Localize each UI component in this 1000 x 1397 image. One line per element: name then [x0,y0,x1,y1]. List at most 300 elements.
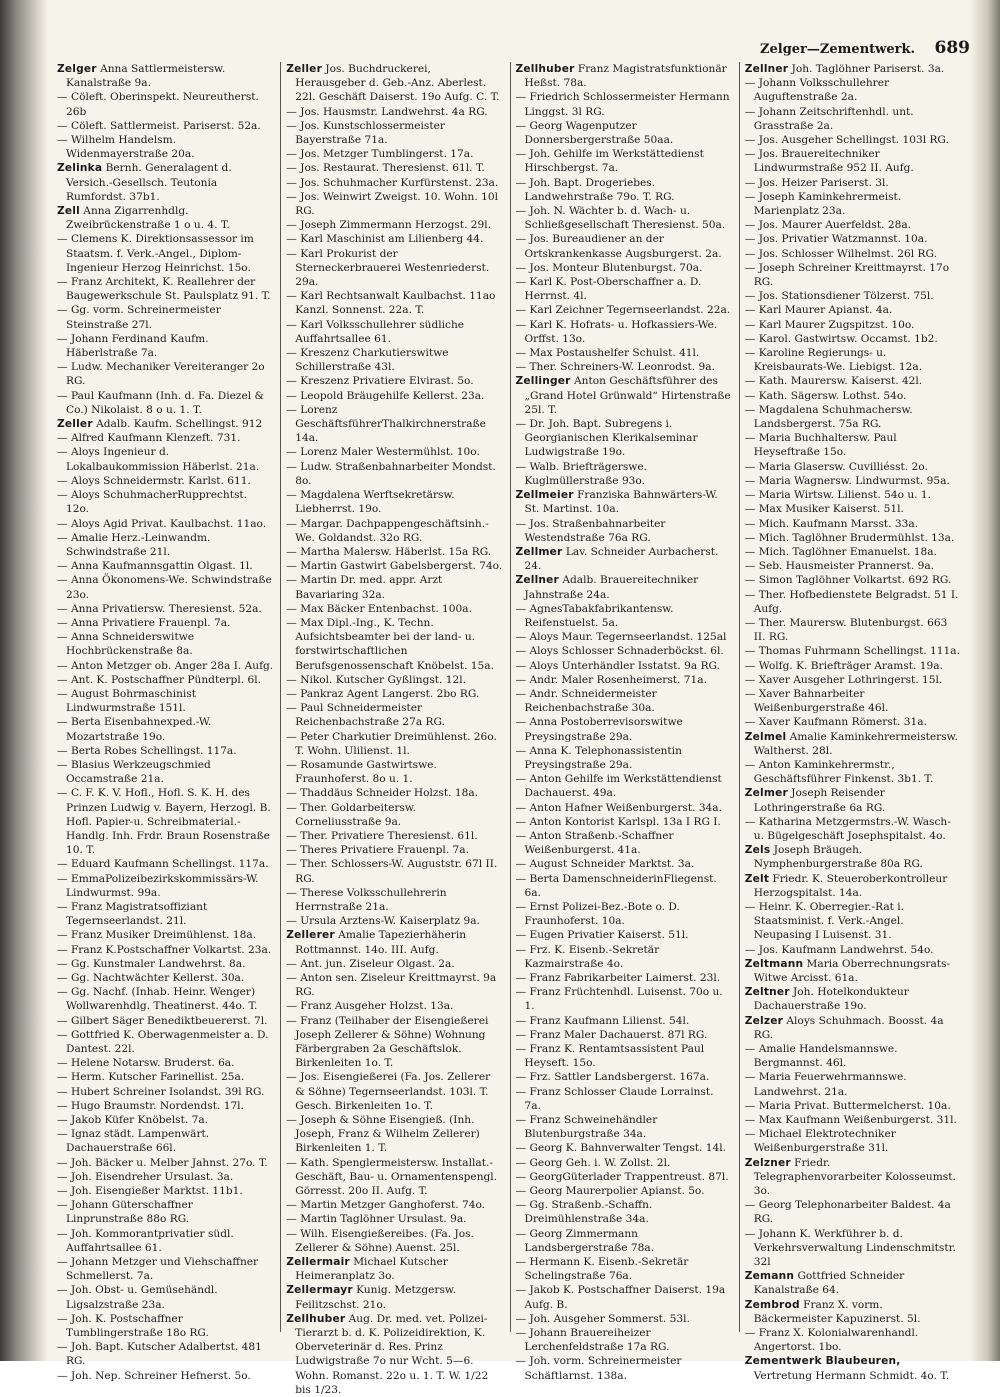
entry-text: — Clemens K. Direktionsassessor im Staatsm. f. Verk.-Angel., Diplom-Ingenieur Herzog Heinrichst. 15o. [57,233,254,274]
entry-surname: Zelger [57,63,97,75]
entry-text: — Max Postaushelfer Schulst. 41l. [515,347,700,360]
entry-text: — Karl Prokurist der Sterneckerbrauerei Westenriederst. 29a. [286,247,490,289]
entry-text: — Franz Architekt, K. Reallehrer der Baugewerkschule St. Paulsplatz 91. T. [57,276,271,303]
entry-text: — Anton Kontorist Karlspl. 13a I RG I. [515,815,721,828]
directory-entry [57,488,273,516]
entry-text: Adalb. Kaufm. Schellingst. 912 [92,418,263,431]
entry-text: — Gg. Straßenb.-Schaffn. Dreimühlenstraße 34a. [515,1199,653,1226]
directory-entry [745,815,961,843]
entry-text: — Maria Glasersw. Cuvilliésst. 2o. [744,460,928,473]
entry-text: — Anton Gehilfe im Werkstättendienst Dachauerst. 49a. [515,773,722,800]
entry-text: — Aloys Agid Privat. Kaulbachst. 11ao. [57,517,267,530]
entry-surname: Zelzer [744,1014,784,1027]
directory-entry [57,1369,273,1383]
directory-entry [286,730,502,758]
entry-text: — Mich. Taglöhner Brudermühlst. 13a. [744,531,955,544]
directory-entry [57,957,273,971]
directory-entry [57,715,273,743]
directory-entry [745,715,961,729]
entry-text: — Karol. Gastwirtsw. Occamst. 1b2. [744,332,938,345]
directory-entry [286,1014,502,1071]
entry-text: — Gottfried K. Oberwagenmeister a. D. Dantest. 22l. [57,1028,269,1056]
directory-entry [516,1312,732,1326]
entry-text: — Franz Kaufmann Lilienst. 54l. [515,1014,690,1027]
entry-text: Adalb. Brauereitechniker Jahnstraße 24a. [524,574,699,601]
entry-text: Friedr. Telegraphenvorarbeiter Kolosseumst. 3o. [753,1156,956,1198]
entry-text: — Kath. Sägersw. Lothst. 54o. [744,389,907,402]
directory-entry [745,517,961,531]
directory-entry [745,62,961,76]
entry-text: Anna Sattlermeistersw. Kanalstraße 9a. [66,63,226,90]
entry-text: — Gg. Nachf. (Inhab. Heinr. Wenger) Wollwarenhdlg. Theatinerst. 44o. T. [57,986,258,1013]
directory-entry [516,374,732,417]
entry-text: — Jos. Kunstschlossermeister Bayerstraße 71a. [286,119,445,147]
entry-text: — Karl Maurer Apianst. 4a. [744,304,893,317]
directory-entry [516,1283,732,1311]
directory-entry [516,90,732,118]
entry-text: — Kath. Maurersw. Kaiserst. 42l. [744,375,923,388]
directory-entry [57,133,273,161]
directory-entry [286,517,502,545]
directory-entry [516,1227,732,1255]
entry-text: — Maria Feuerwehrmannswe. Landwehrst. 21a. [744,1071,907,1098]
directory-entry [516,644,732,658]
entry-text: — Karl K. Post-Oberschaffner a. D. Herrnst. 4l. [515,276,702,303]
directory-entry [286,1156,502,1199]
entry-text: — Ludw. Mechaniker Vereiteranger 2o RG. [57,361,265,388]
entry-text: — Karl Zeichner Tegernseerlandst. 22a. [515,304,731,317]
directory-entry [57,687,273,715]
entry-text: — Jos. Kaufmann Landwehrst. 54o. [744,943,934,956]
directory-entry [57,573,273,601]
entry-text: — Joseph Schreiner Kreittmayrst. 17o RG. [744,261,950,289]
entry-text: — Joh. Eisendreher Ursulast. 3a. [57,1170,234,1183]
entry-text: — Thomas Fuhrmann Schellingst. 111a. [744,645,960,658]
directory-entry [286,673,502,687]
directory-entry [516,815,732,829]
entry-text: Aug. Dr. med. vet. Polizei-Tierarzt b. d. K. Polizeidirektion, K. Oberveterinär d. Res. Prinz Ludwigstraße 7o nur Wcht. 5—6. Wohn. Romanst. 22o u. 1. T. W. 1/22 bis 1/23. [295,1312,489,1396]
directory-entry [745,843,961,871]
entry-text: — Jos. Heizer Pariserst. 3l. [744,176,889,189]
entry-text: Joh. Hotelkondukteur Dachauerstraße 19o. [753,986,909,1013]
entry-text: — Joh. Bapt. Kutscher Adalbertst. 481 RG. [57,1341,262,1368]
entry-text: — Franz Maler Dachauerst. 87l RG. [515,1028,708,1041]
page-number: 689 [934,38,970,58]
directory-entry [57,161,273,204]
entry-text: — Franz Schlosser Claude Lorrainst. 7a. [515,1085,714,1112]
entry-text: — Georg Wagenputzer Donnersbergerstraße 50aa. [515,119,674,147]
directory-entry [745,346,961,374]
entry-text: — Simon Taglöhner Volkartst. 692 RG. [744,574,952,587]
directory-entry [745,644,961,658]
directory-entry [286,602,502,616]
entry-text: — Paul Schneidermeister Reichenbachstraße 27a RG. [286,702,445,729]
entry-text: — Jakob K. Postschaffner Daiserst. 19a Aufg. B. [515,1284,726,1311]
directory-entry [286,105,502,119]
entry-surname: Zellinger [515,375,571,388]
directory-entry [286,318,502,346]
directory-entry [57,474,273,488]
directory-entry [286,616,502,673]
entry-text: — Hubert Schreiner Isolandst. 39l RG. [57,1085,265,1098]
entry-surname: Zelt [744,872,770,885]
directory-entry [286,843,502,857]
entry-text: — Anton Straßenb.-Schaffner Weißenburgerst. 41a. [515,829,674,857]
entry-text: — Eduard Kaufmann Schellingst. 117a. [57,858,269,871]
directory-entry [745,616,961,644]
entry-text: — Johann Ferdinand Kaufm. Häberlstraße 7a. [57,332,209,360]
entry-text: — Cöleft. Sattlermeist. Pariserst. 52a. [57,119,261,132]
entry-text: — Johann K. Werkführer b. d. Verkehrsverwaltung Lindenschmitstr. 32l [744,1227,956,1269]
entry-text: — Paul Kaufmann (Inh. d. Fa. Diezel & Co.) Nikolaist. 8 o u. 1. T. [57,389,264,416]
directory-entry [286,1212,502,1226]
entry-text: Kunig. Metzgersw. Feilitzschst. 21o. [295,1284,457,1311]
directory-entry [57,872,273,900]
entry-text: — Anton Kaminkehrermstr., Geschäftsführer Finkenst. 3b1. T. [744,758,934,786]
entry-text: — Wilhelm Handelsm. Widenmayerstraße 20a. [57,134,195,161]
entry-text: — Joh. Bapt. Drogeriebes. Landwehrstraße 79o. T. RG. [515,176,675,203]
entry-text: — Max Bäcker Entenbachst. 100a. [286,602,472,615]
directory-entry [516,1070,732,1084]
directory-entry [516,715,732,743]
entry-text: — Franz K. Rentamtsassistent Paul Heyseft. 15o. [515,1043,705,1070]
directory-entry [745,1113,961,1127]
entry-text: — Cöleft. Oberinspekt. Neureutherst. 26b [57,91,259,118]
entry-text: — August Bohrmaschinist Lindwurmstraße 151l. [57,687,196,715]
entry-text: — Joh. Nep. Schreiner Hefnerst. 5o. [57,1369,251,1382]
entry-text: — Anna Ökonomens-We. Schwindstraße 23o. [57,574,272,601]
entry-text: — Franz K.Postschaffner Volkartst. 23a. [57,943,272,956]
entry-text: — Jos. Schuhmacher Kurfürstenst. 23a. [286,176,499,189]
directory-entry [286,176,502,190]
entry-text: — Frz. K. Eisenb.-Sekretär Kazmairstraße 4o. [515,943,660,970]
entry-text: — Jakob Küfer Knöbelst. 7a. [57,1114,209,1127]
directory-entry [286,1283,502,1311]
entry-text: — Ant. jun. Ziseleur Olgast. 2a. [286,957,455,970]
entry-text: — Maria Buchhaltersw. Paul Heyseftraße 15o. [744,432,897,459]
directory-entry [745,76,961,104]
entry-text: Lav. Schneider Aurbacherst. 24. [524,545,719,573]
entry-text: — Georg Maurerpolier Apianst. 5o. [515,1185,705,1198]
directory-entry [745,1042,961,1070]
entry-text: — C. F. K. V. Hofl., Hofl. S. K. H. des Prinzen Ludwig v. Bayern, Herzogl. B. Hofl. Papier-u. Schreibmaterial.-Handlg. Inh. Frdr. Braun Rosenstraße 10. T. [57,787,271,857]
directory-entry [57,985,273,1013]
entry-text: — Franz (Teilhaber der Eisengießerei Joseph Zellerer & Söhne) Wohnung Färbergraben 2a Geschäftslok. Birkenleiten 1o. T. [286,1014,489,1070]
directory-entry [286,445,502,459]
directory-entry [516,801,732,815]
entry-text: Vertretung Hermann Schmidt. 4o. T. [753,1369,950,1382]
directory-entry [745,389,961,403]
directory-entry [516,1354,732,1382]
entry-text: — Alfred Kaufmann Klenzeft. 731. [57,432,241,445]
directory-entry [745,659,961,673]
entry-text: — Ther. Maurersw. Blutenburgst. 663 II. RG. [744,616,948,644]
entry-text: — Xaver Bahnarbeiter Weißenburgerstraße 46l. [744,687,889,715]
entry-text: — Maria Wagnersw. Lindwurmst. 95a. [744,474,950,487]
directory-entry [745,1298,961,1326]
entry-text: — Karl Rechtsanwalt Kaulbachst. 11ao Kanzl. Sonnenst. 22a. T. [286,290,496,317]
directory-entry [286,346,502,374]
directory-entry [57,971,273,985]
entry-surname: Zembrod [744,1298,800,1311]
directory-entry [286,1198,502,1212]
entry-text: — Ernst Polizei-Bez.-Bote o. D. Fraunhoferst. 10a. [515,900,680,928]
directory-entry [57,1085,273,1099]
directory-entry [57,857,273,871]
directory-entry [57,1170,273,1184]
entry-surname: Zellner [515,574,559,587]
directory-entry [745,1099,961,1113]
entry-text: — Eugen Privatier Kaiserst. 51l. [515,929,689,942]
entry-surname: Zemann [744,1270,795,1283]
entry-text: — Franz Ausgeher Holzst. 13a. [286,1000,454,1013]
entry-text: — Johann Zeitschriftenhdl. unt. Grasstraße 2a. [744,105,914,132]
directory-entry [516,829,732,857]
directory-entry [516,176,732,204]
directory-entry [57,1014,273,1028]
entry-text: — Mich. Taglöhner Emanuelst. 18a. [744,545,937,558]
directory-entry [286,914,502,928]
directory-entry [516,900,732,928]
book-binding-shadow [0,0,48,1361]
entry-text: — Joseph Kaminkehrermeist. Marienplatz 23a. [744,190,902,218]
entry-text: — Joh. Eisengießer Marktst. 11b1. [57,1185,243,1198]
directory-entry [745,1198,961,1226]
directory-entry [57,332,273,360]
directory-entry [286,247,502,290]
entry-surname: Zellhuber [286,1312,346,1325]
directory-entry [516,261,732,275]
directory-entry [745,1156,961,1199]
directory-entry [516,360,732,374]
entry-text: — Franz Magistratsoffiziant Tegernseerlandst. 21l. [57,900,208,928]
directory-entry [516,1184,732,1198]
directory-entry [745,1127,961,1155]
directory-entry [745,872,961,900]
entry-text: Friedr. K. Steueroberkontrolleur Herzogspitalst. 14a. [753,872,948,899]
entry-text: — Martha Malersw. Häberlst. 15a RG. [286,545,492,558]
entry-text: — Joseph & Söhne Eisengieß. (Inh. Joseph, Franz & Wilhelm Zellerer) Birkenleiten 1. T. [286,1114,480,1155]
directory-entry [57,900,273,928]
directory-entry [745,1227,961,1270]
entry-text: — Karl Maschinist am Lilienberg 44. [286,233,484,246]
column-1 [52,62,276,1382]
entry-text: — Hermann K. Eisenb.-Sekretär Schelingstraße 76a. [515,1256,689,1283]
entry-text: — Karl Volksschullehrer südliche Auffahrtsallee 61. [286,318,465,345]
directory-entry [745,502,961,516]
entry-text: — Jos. Hausmstr. Landwehrst. 4a RG. [286,105,488,118]
directory-entry [57,630,273,658]
entry-text: — Jos. Weinwirt Zweigst. 10. Wohn. 10l RG. [286,190,498,218]
directory-entry [286,403,502,446]
directory-entry [57,1184,273,1198]
directory-entry [57,303,273,331]
directory-entry [516,943,732,971]
directory-entry [516,346,732,360]
directory-entry [745,1014,961,1042]
directory-entry [745,133,961,147]
directory-entry [516,985,732,1013]
directory-entry [745,403,961,431]
directory-entry [57,1255,273,1283]
entry-text: — Helene Notarsw. Bruderst. 6a. [57,1057,235,1070]
entry-text: — Ther. Privatiere Theresienst. 61l. [286,829,478,842]
directory-entry [516,460,732,488]
directory-entry [57,1283,273,1311]
entry-surname: Zellmeier [515,489,574,502]
entry-text: — Kreszenz Privatiere Elvirast. 5o. [286,375,474,388]
entry-text: — Magdalena Werftsekretärsw. Liebherrst. 19o. [286,489,455,516]
entry-text: — Johann Volksschullehrer Auguftenstraße 2a. [744,77,890,104]
directory-entry [745,531,961,545]
entry-surname: Zellmer [515,545,563,558]
directory-entry [57,1198,273,1226]
directory-entry [516,119,732,147]
directory-entry [516,147,732,175]
directory-entry [286,488,502,516]
directory-entry [745,957,961,985]
directory-entry [57,1070,273,1084]
entry-surname: Zellerer [286,929,335,942]
entry-text: — Georg Geh. i. W. Zollst. 2l. [515,1156,671,1169]
entry-text: — Katharina Metzgermstrs.-W. Wasch- u. Bügelgeschäft Josephspitalst. 4o. [744,815,951,842]
directory-entry [57,1056,273,1070]
entry-text: — Jos. Ausgeher Schellingst. 103l RG. [744,134,949,147]
directory-entry [745,431,961,459]
entry-surname: Zelmer [744,787,788,800]
entry-text: — Lorenz Maler Westermühlst. 10o. [286,446,480,459]
entry-text: — Berta DamenschneiderinFliegenst. 6a. [515,872,717,899]
directory-entry [286,957,502,971]
directory-entry [286,460,502,488]
entry-text: — Jos. Eisengießerei (Fa. Jos. Zellerer & Söhne) Tegernseerlandst. 103l. T. Gesch. Birkenleiten 1o. T. [286,1071,491,1112]
entry-text: — Aloys Unterhändler Isstatst. 9a RG. [515,659,721,672]
directory-entry [286,289,502,317]
directory-entry [57,531,273,559]
entry-text: — Magdalena Schuhmachersw. Landsbergerst. 75a RG. [744,403,913,431]
entry-surname: Zellermayr [286,1284,353,1297]
entry-text: — Jos. Monteur Blutenburgst. 70a. [515,261,703,274]
entry-text: Maria Oberrechnungsrats-Witwe Arcisst. 61a. [753,957,951,984]
entry-text: — Jos. Stationsdiener Tölzerst. 75l. [744,290,934,303]
entry-text: — Aloys Schlosser Schnaderböckst. 6l. [515,645,724,658]
entry-text: — Martin Taglöhner Ursulast. 9a. [286,1213,467,1226]
entry-text: — Anna Privatiersw. Theresienst. 52a. [57,602,262,615]
entry-text: — Jos. Brauereitechniker Lindwurmstraße 952 II. Aufg. [744,148,914,175]
directory-entry [745,374,961,388]
directory-entry [286,559,502,573]
entry-text: — Anton sen. Ziseleur Kreittmayrst. 9a RG. [286,972,497,999]
directory-entry [286,786,502,800]
directory-entry [745,460,961,474]
entry-text: — Heinr. K. Oberregier.-Rat i. Staatsminist. f. Verk.-Angel. Neupasing I Luisenst. 31. [744,900,905,942]
directory-entry [745,318,961,332]
directory-entry [516,602,732,630]
entry-text: — Jos. Restaurat. Theresienst. 61l. T. [286,162,485,175]
directory-entry [286,886,502,914]
entry-text: — Karl Maurer Zugspitzst. 10o. [744,318,915,331]
directory-entry [516,573,732,601]
entry-text: — Anna Kaufmannsgattin Olgast. 1l. [57,560,253,573]
directory-entry [57,602,273,616]
directory-entry [516,1014,732,1028]
entry-text: — Therese Volksschullehrerin Herrnstraße 21a. [286,886,447,913]
entry-text: — Franz Früchtenhdl. Luisenst. 70o u. 1. [515,986,723,1013]
entry-text: — Mich. Kaufmann Marsst. 33a. [744,517,919,530]
entry-text: — EmmaPolizeibezirkskommissärs-W. Lindwurmst. 99a. [57,872,259,899]
directory-entry [57,90,273,118]
directory-entry [745,1269,961,1297]
entry-text: Gottfried Schneider Kanalstraße 64. [753,1270,905,1297]
entry-text: Joseph Bräugeh. Nymphenburgerstraße 80a RG. [753,844,923,871]
entry-text: — Walb. Briefträgerswe. Kuglmüllerstraße 93o. [515,460,647,487]
directory-entry [516,928,732,942]
entry-text: — Franz Musiker Dreimühlenst. 18a. [57,929,257,942]
directory-entry [286,374,502,388]
directory-entry [286,928,502,956]
entry-text: — Anna K. Telephonassistentin Preysingstraße 29a. [515,744,682,771]
entry-text: — Dr. Joh. Bapt. Subregens i. Georgianischen Klerikalseminar Ludwigstraße 19o. [515,418,698,459]
page-header [760,38,970,62]
entry-text: — Gg. vorm. Schreinermeister Steinstraße 27l. [57,304,221,331]
directory-entry [516,1085,732,1113]
entry-text: Joseph Reisender Lothringerstraße 6a RG. [753,787,886,814]
entry-text: — Jos. Metzger Tumblingerst. 17a. [286,148,474,161]
entry-text: — Seb. Hausmeister Prannerst. 9a. [744,560,935,573]
entry-text: — Andr. Schneidermeister Reichenbachstraße 30a. [515,687,657,715]
directory-entry [745,303,961,317]
entry-text: — Karoline Regierungs- u. Kreisbaurats-We. Liebigst. 12a. [744,347,923,374]
entry-text: — Franz X. Kolonialwarenhandl. Angertorst. 1bo. [744,1327,919,1354]
directory-entry [745,559,961,573]
entry-text: — Wolfg. K. Briefträger Aramst. 19a. [744,659,943,672]
entry-text: — Martin Dr. med. appr. Arzt Bavariaring 32a. [286,574,443,601]
directory-entry [516,232,732,260]
column-3 [510,62,735,1382]
directory-entry [516,687,732,715]
directory-entry [745,147,961,175]
entry-surname: Zelinka [57,162,103,175]
entry-text: — Joh. vorm. Schreinermeister Schäftlarnst. 138a. [515,1355,682,1382]
entry-text: — Karl K. Hofrats- u. Hofkassiers-We. Orffst. 13o. [515,318,718,345]
directory-entry [516,872,732,900]
directory-entry [57,431,273,445]
directory-entry [516,318,732,346]
directory-entry [745,474,961,488]
directory-entry [745,289,961,303]
directory-entry [286,758,502,786]
directory-entry [516,1028,732,1042]
directory-entry [286,573,502,601]
entry-text: Anna Zigarrenhdlg. Zweibrückenstraße 1 o u. 4. T. [66,205,230,232]
directory-entry [516,1156,732,1170]
directory-entry [286,545,502,559]
entry-text: — Anna Postoberrevisorswitwe Preysingstraße 29a. [515,716,683,743]
entry-text: — Anton Metzger ob. Anger 28a I. Aufg. [57,659,274,672]
directory-entry [745,1354,961,1382]
entry-text: — AgnesTabakfabrikantensw. Reifenstuelst. 5a. [515,602,674,629]
entry-text: — Frz. Sattler Landsbergerst. 167a. [515,1071,710,1084]
directory-entry [286,999,502,1013]
directory-entry [57,360,273,388]
entry-text: — Hugo Braumstr. Nordendst. 17l. [57,1099,244,1112]
entry-text: — Johann Güterschaffner Linprunstraße 88o RG. [57,1199,193,1226]
entry-text: — Herm. Kutscher Farinellist. 25a. [57,1071,245,1084]
directory-entry [57,1156,273,1170]
column-2 [280,62,505,1396]
entry-surname: Zeltmann [744,957,804,970]
directory-entry [516,857,732,871]
